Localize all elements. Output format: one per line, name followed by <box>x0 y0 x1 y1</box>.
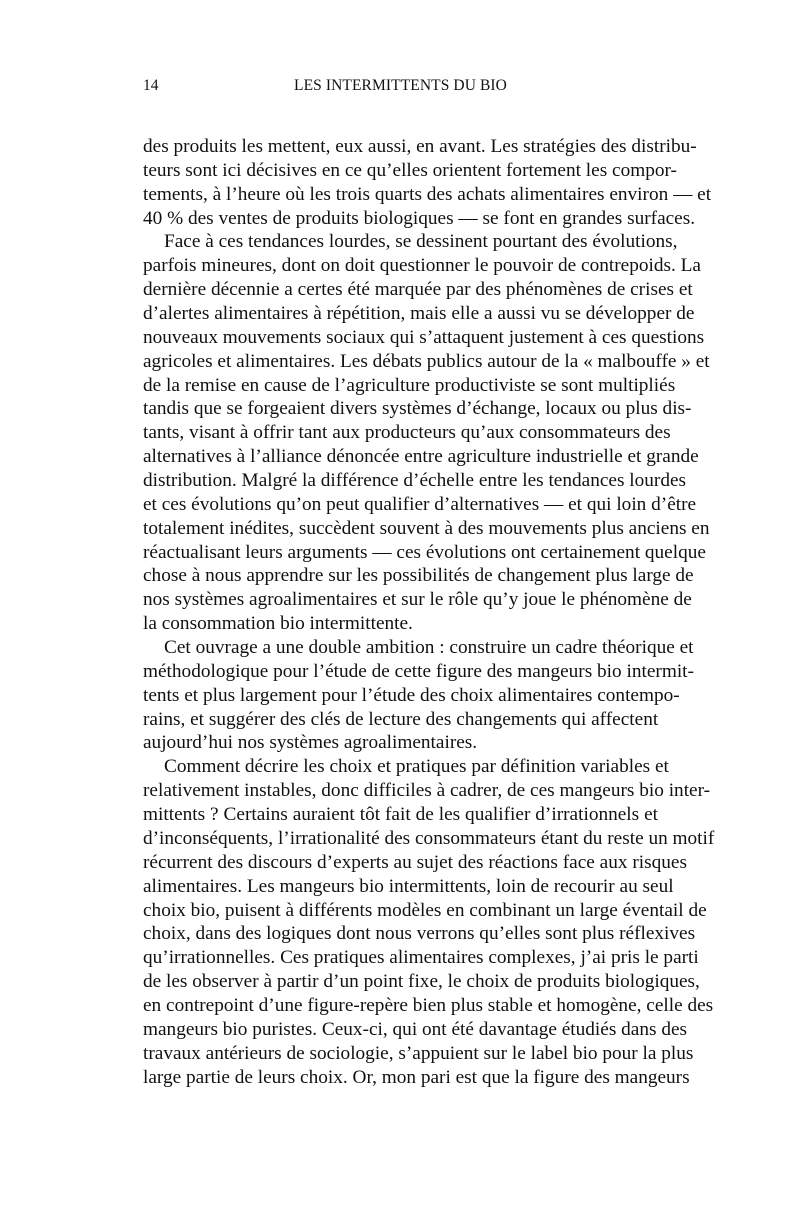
running-title: LES INTERMITTENTS DU BIO <box>294 77 507 94</box>
text-line: Face à ces tendances lourdes, se dessinent pourtant des évolutions, <box>164 231 678 253</box>
text-line: parfois mineures, dont on doit questionner le pouvoir de contrepoids. La <box>143 255 701 277</box>
text-line: choix bio, puisent à différents modèles en combinant un large éventail de <box>143 899 707 921</box>
text-line: totalement inédites, succèdent souvent à des mouvements plus anciens en <box>143 517 710 539</box>
text-line: teurs sont ici décisives en ce qu’elles orientent fortement les compor- <box>143 159 677 181</box>
text-line: tandis que se forgeaient divers systèmes d’échange, locaux ou plus dis- <box>143 398 692 420</box>
text-line: alternatives à l’alliance dénoncée entre agriculture industrielle et grande <box>143 446 699 468</box>
text-line: réactualisant leurs arguments — ces évolutions ont certainement quelque <box>143 541 706 563</box>
text-line: mittents ? Certains auraient tôt fait de les qualifier d’irrationnels et <box>143 804 658 826</box>
text-line: tents et plus largement pour l’étude des choix alimentaires contempo- <box>143 684 680 706</box>
text-line: agricoles et alimentaires. Les débats publics autour de la « malbouffe » et <box>143 350 710 372</box>
text-line: tants, visant à offrir tant aux producteurs qu’aux consommateurs des <box>143 422 671 444</box>
text-line: des produits les mettent, eux aussi, en avant. Les stratégies des distribu- <box>143 136 697 157</box>
text-line: qu’irrationnelles. Ces pratiques alimentaires complexes, j’ai pris le parti <box>143 947 699 969</box>
text-line: 40 % des ventes de produits biologiques — se font en grandes surfaces. <box>143 207 696 229</box>
text-line: la consommation bio intermittente. <box>143 613 413 635</box>
text-line: Comment décrire les choix et pratiques par définition variables et <box>164 756 669 778</box>
text-line: et ces évolutions qu’on peut qualifier d’alternatives — et qui loin d’être <box>143 493 697 515</box>
text-line: d’inconséquents, l’irrationalité des consommateurs étant du reste un motif <box>143 827 715 849</box>
text-line: travaux antérieurs de sociologie, s’appuient sur le label bio pour la plus <box>143 1042 694 1064</box>
paragraph <box>143 135 712 230</box>
text-line: tements, à l’heure où les trois quarts des achats alimentaires environ — et <box>143 183 712 205</box>
body-text <box>143 135 715 1089</box>
text-line: aujourd’hui nos systèmes agroalimentaires. <box>143 732 478 754</box>
text-line: d’alertes alimentaires à répétition, mais elle a aussi vu se développer de <box>143 303 695 325</box>
text-line: de la remise en cause de l’agriculture productiviste se sont multipliés <box>143 374 676 396</box>
text-line: large partie de leurs choix. Or, mon pari est que la figure des mangeurs <box>143 1066 690 1088</box>
text-line: en contrepoint d’une figure-repère bien plus stable et homogène, celle des <box>143 994 714 1016</box>
text-line: distribution. Malgré la différence d’échelle entre les tendances lourdes <box>143 470 687 492</box>
text-line: mangeurs bio puristes. Ceux-ci, qui ont été davantage étudiés dans des <box>143 1018 688 1040</box>
text-line: dernière décennie a certes été marquée par des phénomènes de crises et <box>143 279 693 301</box>
text-line: récurrent des discours d’experts au sujet des réactions face aux risques <box>143 851 687 873</box>
text-line: Cet ouvrage a une double ambition : construire un cadre théorique et <box>164 637 694 659</box>
text-line: de les observer à partir d’un point fixe, le choix de produits biologiques, <box>143 971 700 993</box>
page-number: 14 <box>143 77 159 94</box>
text-line: choix, dans des logiques dont nous verrons qu’elles sont plus réflexives <box>143 923 696 945</box>
text-line: nouveaux mouvements sociaux qui s’attaquent justement à ces questions <box>143 326 705 348</box>
text-line: méthodologique pour l’étude de cette figure des mangeurs bio intermit- <box>143 660 694 682</box>
paragraph <box>143 636 694 755</box>
text-line: relativement instables, donc difficiles à cadrer, de ces mangeurs bio inter- <box>143 780 711 802</box>
text-line: alimentaires. Les mangeurs bio intermittents, loin de recourir au seul <box>143 875 674 897</box>
text-line: rains, et suggérer des clés de lecture des changements qui affectent <box>143 708 659 730</box>
paragraph <box>143 230 710 636</box>
paragraph <box>143 755 715 1089</box>
running-header <box>143 77 658 99</box>
text-line: chose à nous apprendre sur les possibilités de changement plus large de <box>143 565 694 587</box>
text-line: nos systèmes agroalimentaires et sur le rôle qu’y joue le phénomène de <box>143 589 692 611</box>
